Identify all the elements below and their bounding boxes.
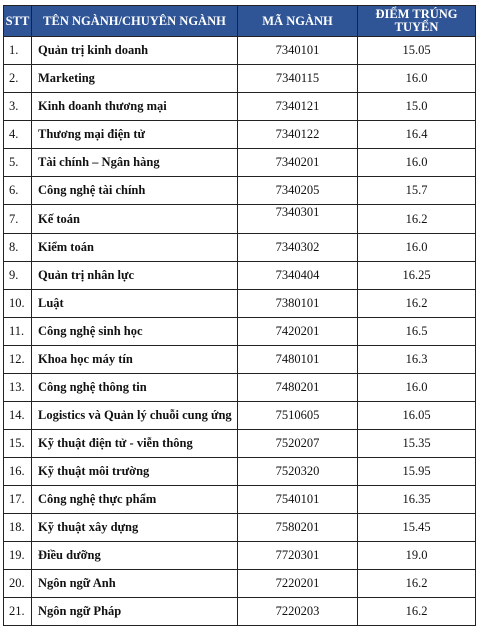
table-row — [4, 346, 476, 374]
row-major-code: 7340205 — [238, 177, 358, 205]
row-major-name: Kế toán — [32, 205, 238, 234]
table-row — [4, 514, 476, 542]
table-row — [4, 205, 476, 234]
row-admission-score: 16.2 — [358, 598, 476, 626]
table-row — [4, 486, 476, 514]
header-admission-score: ĐIỂM TRÚNG TUYỂN — [358, 6, 476, 37]
row-admission-score: 16.3 — [358, 346, 476, 374]
row-major-code: 7340201 — [238, 149, 358, 177]
row-stt: 16. — [4, 458, 32, 486]
row-major-code: 7520320 — [238, 458, 358, 486]
table-row — [4, 177, 476, 205]
row-major-name: Kỹ thuật điện tử - viễn thông — [32, 430, 238, 458]
row-major-name: Marketing — [32, 65, 238, 93]
row-major-code: 7340122 — [238, 121, 358, 149]
table-row — [4, 149, 476, 177]
row-stt: 8. — [4, 234, 32, 262]
row-admission-score: 19.0 — [358, 542, 476, 570]
row-major-name: Quản trị nhân lực — [32, 262, 238, 290]
row-stt: 11. — [4, 318, 32, 346]
row-admission-score: 16.0 — [358, 65, 476, 93]
row-admission-score: 16.4 — [358, 121, 476, 149]
row-admission-score: 16.0 — [358, 374, 476, 402]
row-major-code: 7480101 — [238, 346, 358, 374]
row-major-name: Kiểm toán — [32, 234, 238, 262]
table-row — [4, 37, 476, 65]
table-row — [4, 262, 476, 290]
row-stt: 6. — [4, 177, 32, 205]
row-major-name: Kinh doanh thương mại — [32, 93, 238, 121]
row-admission-score: 15.45 — [358, 514, 476, 542]
row-stt: 5. — [4, 149, 32, 177]
row-major-code: 7340101 — [238, 37, 358, 65]
row-stt: 17. — [4, 486, 32, 514]
row-stt: 3. — [4, 93, 32, 121]
row-stt: 20. — [4, 570, 32, 598]
table-row — [4, 318, 476, 346]
row-major-code: 7580201 — [238, 514, 358, 542]
table-row — [4, 234, 476, 262]
row-major-code: 7380101 — [238, 290, 358, 318]
row-major-code: 7220203 — [238, 598, 358, 626]
row-major-name: Luật — [32, 290, 238, 318]
row-major-code: 7340404 — [238, 262, 358, 290]
row-admission-score: 16.0 — [358, 234, 476, 262]
row-stt: 15. — [4, 430, 32, 458]
row-stt: 1. — [4, 37, 32, 65]
row-major-name: Tài chính – Ngân hàng — [32, 149, 238, 177]
row-admission-score: 16.35 — [358, 486, 476, 514]
row-major-code: 7420201 — [238, 318, 358, 346]
row-major-name: Công nghệ sinh học — [32, 318, 238, 346]
row-stt: 7. — [4, 205, 32, 234]
table-row — [4, 121, 476, 149]
table-row — [4, 570, 476, 598]
table-row — [4, 430, 476, 458]
admission-scores-table — [3, 5, 476, 626]
row-stt: 12. — [4, 346, 32, 374]
row-major-name: Khoa học máy tín — [32, 346, 238, 374]
row-major-code: 7520207 — [238, 430, 358, 458]
row-major-name: Kỹ thuật xây dựng — [32, 514, 238, 542]
row-admission-score: 16.5 — [358, 318, 476, 346]
row-major-name: Ngôn ngữ Anh — [32, 570, 238, 598]
row-stt: 14. — [4, 402, 32, 430]
row-admission-score: 16.2 — [358, 205, 476, 234]
row-major-code: 7480201 — [238, 374, 358, 402]
row-major-name: Kỹ thuật môi trường — [32, 458, 238, 486]
row-major-name: Thương mại điện tử — [32, 121, 238, 149]
header-stt: STT — [4, 6, 32, 37]
row-stt: 19. — [4, 542, 32, 570]
row-stt: 9. — [4, 262, 32, 290]
row-stt: 10. — [4, 290, 32, 318]
row-major-name: Công nghệ thông tin — [32, 374, 238, 402]
row-stt: 13. — [4, 374, 32, 402]
row-major-code: 7340301 — [238, 205, 358, 234]
table-row — [4, 542, 476, 570]
row-admission-score: 15.35 — [358, 430, 476, 458]
row-admission-score: 15.95 — [358, 458, 476, 486]
row-stt: 2. — [4, 65, 32, 93]
table-row — [4, 290, 476, 318]
row-stt: 18. — [4, 514, 32, 542]
row-major-code: 7340302 — [238, 234, 358, 262]
row-stt: 21. — [4, 598, 32, 626]
row-admission-score: 16.0 — [358, 149, 476, 177]
header-major-code: MÃ NGÀNH — [238, 6, 358, 37]
row-admission-score: 15.0 — [358, 93, 476, 121]
table-row — [4, 402, 476, 430]
row-admission-score: 15.7 — [358, 177, 476, 205]
row-major-name: Logistics và Quản lý chuỗi cung ứng — [32, 402, 238, 430]
row-admission-score: 15.05 — [358, 37, 476, 65]
row-admission-score: 16.05 — [358, 402, 476, 430]
header-major-name: TÊN NGÀNH/CHUYÊN NGÀNH — [32, 6, 238, 37]
row-major-code: 7220201 — [238, 570, 358, 598]
row-major-code: 7510605 — [238, 402, 358, 430]
table-row — [4, 93, 476, 121]
table-header-row — [4, 6, 476, 37]
row-major-name: Điều dưỡng — [32, 542, 238, 570]
row-admission-score: 16.2 — [358, 290, 476, 318]
row-major-code: 7720301 — [238, 542, 358, 570]
row-stt: 4. — [4, 121, 32, 149]
table-row — [4, 458, 476, 486]
row-admission-score: 16.2 — [358, 570, 476, 598]
row-major-name: Ngôn ngữ Pháp — [32, 598, 238, 626]
row-major-code: 7340115 — [238, 65, 358, 93]
row-major-name: Quản trị kinh doanh — [32, 37, 238, 65]
table-row — [4, 65, 476, 93]
row-admission-score: 16.25 — [358, 262, 476, 290]
row-major-name: Công nghệ thực phẩm — [32, 486, 238, 514]
table-row — [4, 374, 476, 402]
row-major-name: Công nghệ tài chính — [32, 177, 238, 205]
table-row — [4, 598, 476, 626]
row-major-code: 7540101 — [238, 486, 358, 514]
row-major-code: 7340121 — [238, 93, 358, 121]
